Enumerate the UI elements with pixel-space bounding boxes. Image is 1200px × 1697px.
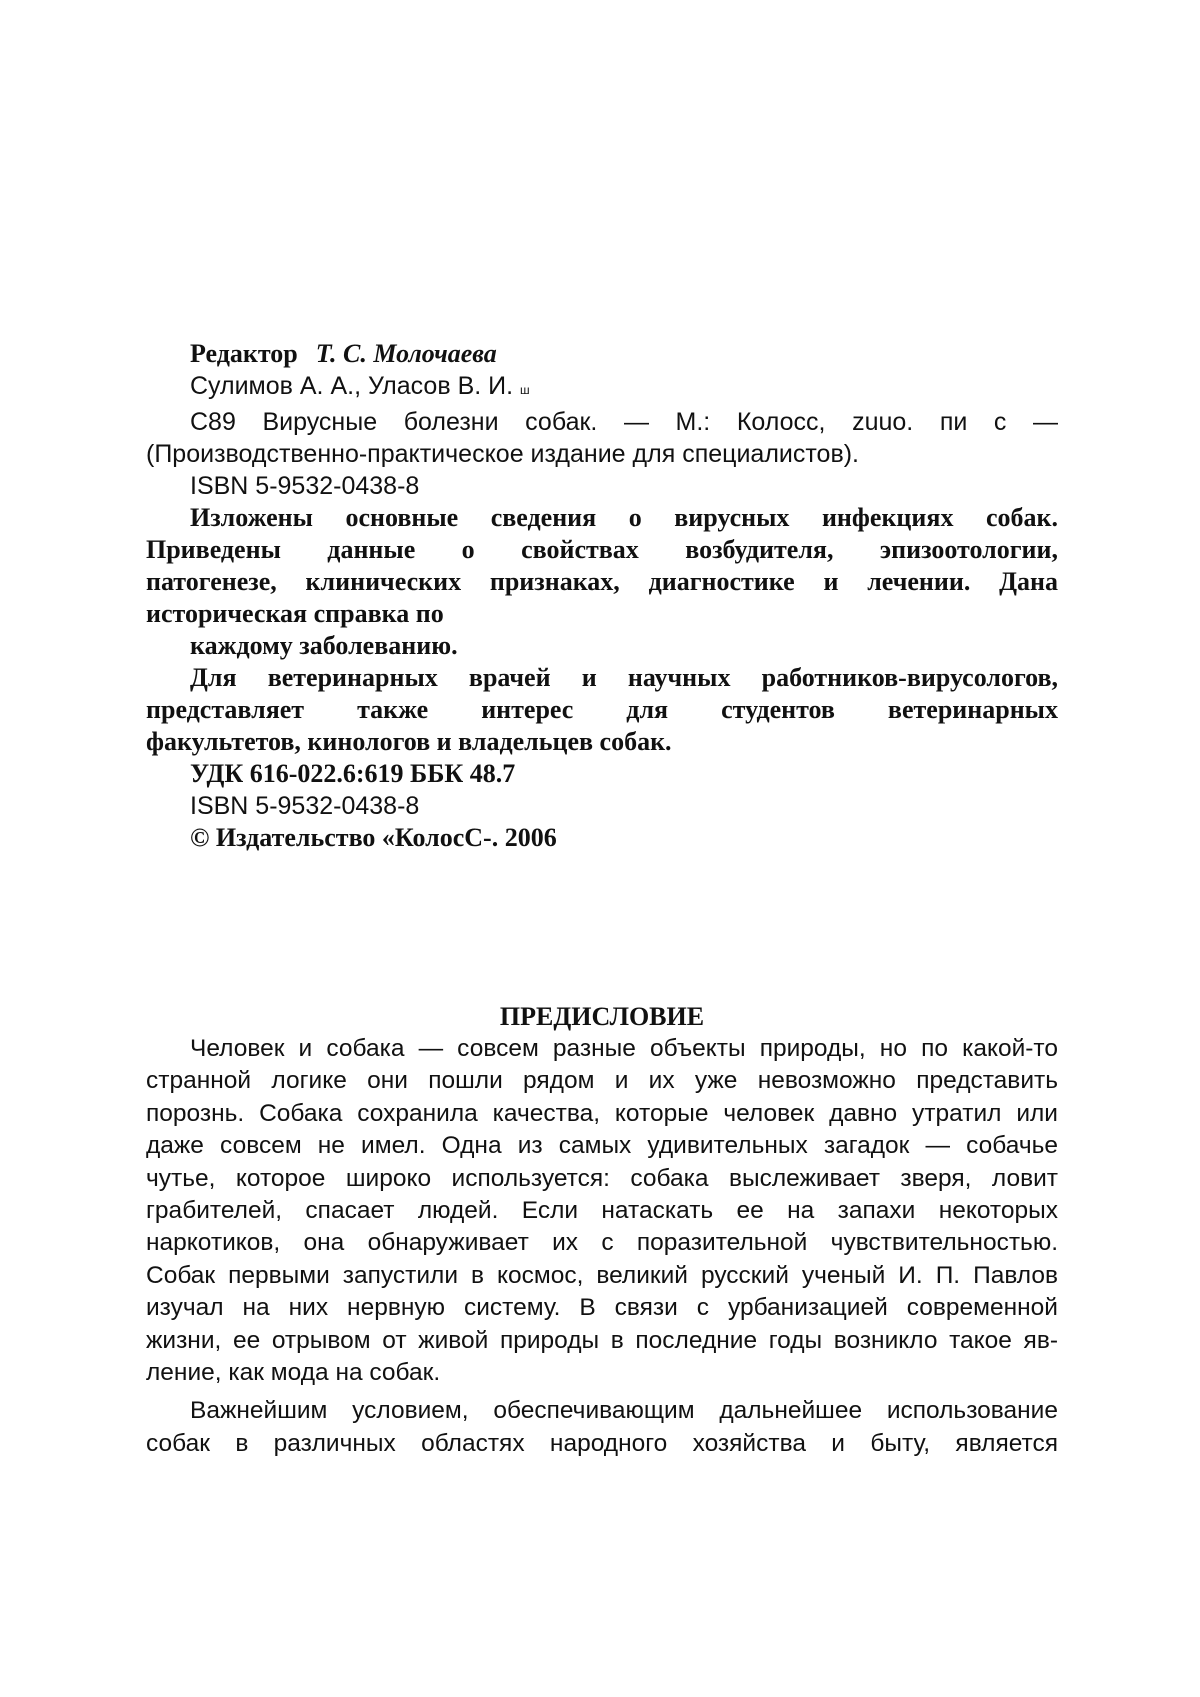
authors-text: Сулимов А. А., Уласов В. И.: [190, 372, 514, 400]
editor-line: [146, 338, 1058, 370]
preface-line: Человек и собака — совсем разные объекты природы, но по какой-то: [190, 1035, 1058, 1062]
preface-line: изучал на них нервную систему. В связи с урбанизацией современной: [146, 1294, 1058, 1322]
udk-bbk: УДК 616-022.6:619 ББК 48.7: [190, 759, 516, 788]
preface-line: чутье, которое широко используется: собака выслеживает зверя, ловит: [146, 1164, 1058, 1192]
preface-line: Собак первыми запустили в космос, великий русский ученый И. П. Павлов: [146, 1261, 1058, 1289]
abstract-line-1: Изложены основные сведения о вирусных инфекциях собак.: [190, 503, 1058, 532]
authors-mark: ш: [520, 383, 530, 397]
audience-line-1: Для ветеринарных врачей и научных работников-вирусологов,: [190, 663, 1058, 692]
preface-line: грабителей, спасает людей. Если натаскать ее на запахи некоторых: [146, 1197, 1058, 1225]
abstract-line-5: каждому заболеванию.: [190, 631, 458, 660]
authors-line: [146, 370, 1058, 406]
preface-title: ПРЕДИСЛОВИЕ: [499, 1002, 705, 1031]
book-line-1: С89 Вирусные болезни собак. — М.: Колосс, zuuo. пи с —: [190, 408, 1058, 436]
copyright: © Издательство «КолосС-. 2006: [190, 823, 557, 852]
book-line-2: (Производственно-практическое издание для специалистов).: [146, 440, 860, 468]
preface-body: [146, 1033, 1058, 1460]
isbn-second: ISBN 5-9532-0438-8: [190, 792, 420, 820]
audience-line-3: факультетов, кинологов и владельцев собак.: [146, 727, 672, 756]
abstract-line-4: историческая справка по: [146, 599, 444, 628]
preface-line: порознь. Собака сохранила качества, которые человек давно утратил или: [146, 1099, 1058, 1127]
preface-line: наркотиков, она обнаруживает их с поразительной чувствительностью.: [146, 1229, 1058, 1257]
preface-line: странной логике они пошли рядом и их уже невозможно представить: [146, 1067, 1058, 1095]
preface-line: жизни, ее отрывом от живой природы в последние годы возникло такое яв-: [146, 1326, 1058, 1354]
preface-line: Важнейшим условием, обеспечивающим дальнейшее использование: [190, 1397, 1058, 1425]
editor-role: Редактор: [190, 339, 298, 368]
preface-line: ление, как мода на собак.: [146, 1359, 441, 1387]
isbn-first: ISBN 5-9532-0438-8: [190, 472, 420, 500]
preface-line: даже совсем не имел. Одна из самых удивительных загадок — собачье: [146, 1132, 1058, 1160]
editor-name: Т. С. Молочаева: [315, 339, 497, 368]
imprint-block: [146, 338, 1058, 854]
abstract-line-2: Приведены данные о свойствах возбудителя, эпизоотологии,: [146, 535, 1058, 564]
audience-line-2: представляет также интерес для студентов ветеринарных: [146, 695, 1058, 724]
preface-line: собак в различных областях народного хозяйства и быту, является: [146, 1429, 1058, 1457]
abstract-line-3: патогенезе, клинических признаках, диагностике и лечении. Дана: [146, 567, 1058, 596]
